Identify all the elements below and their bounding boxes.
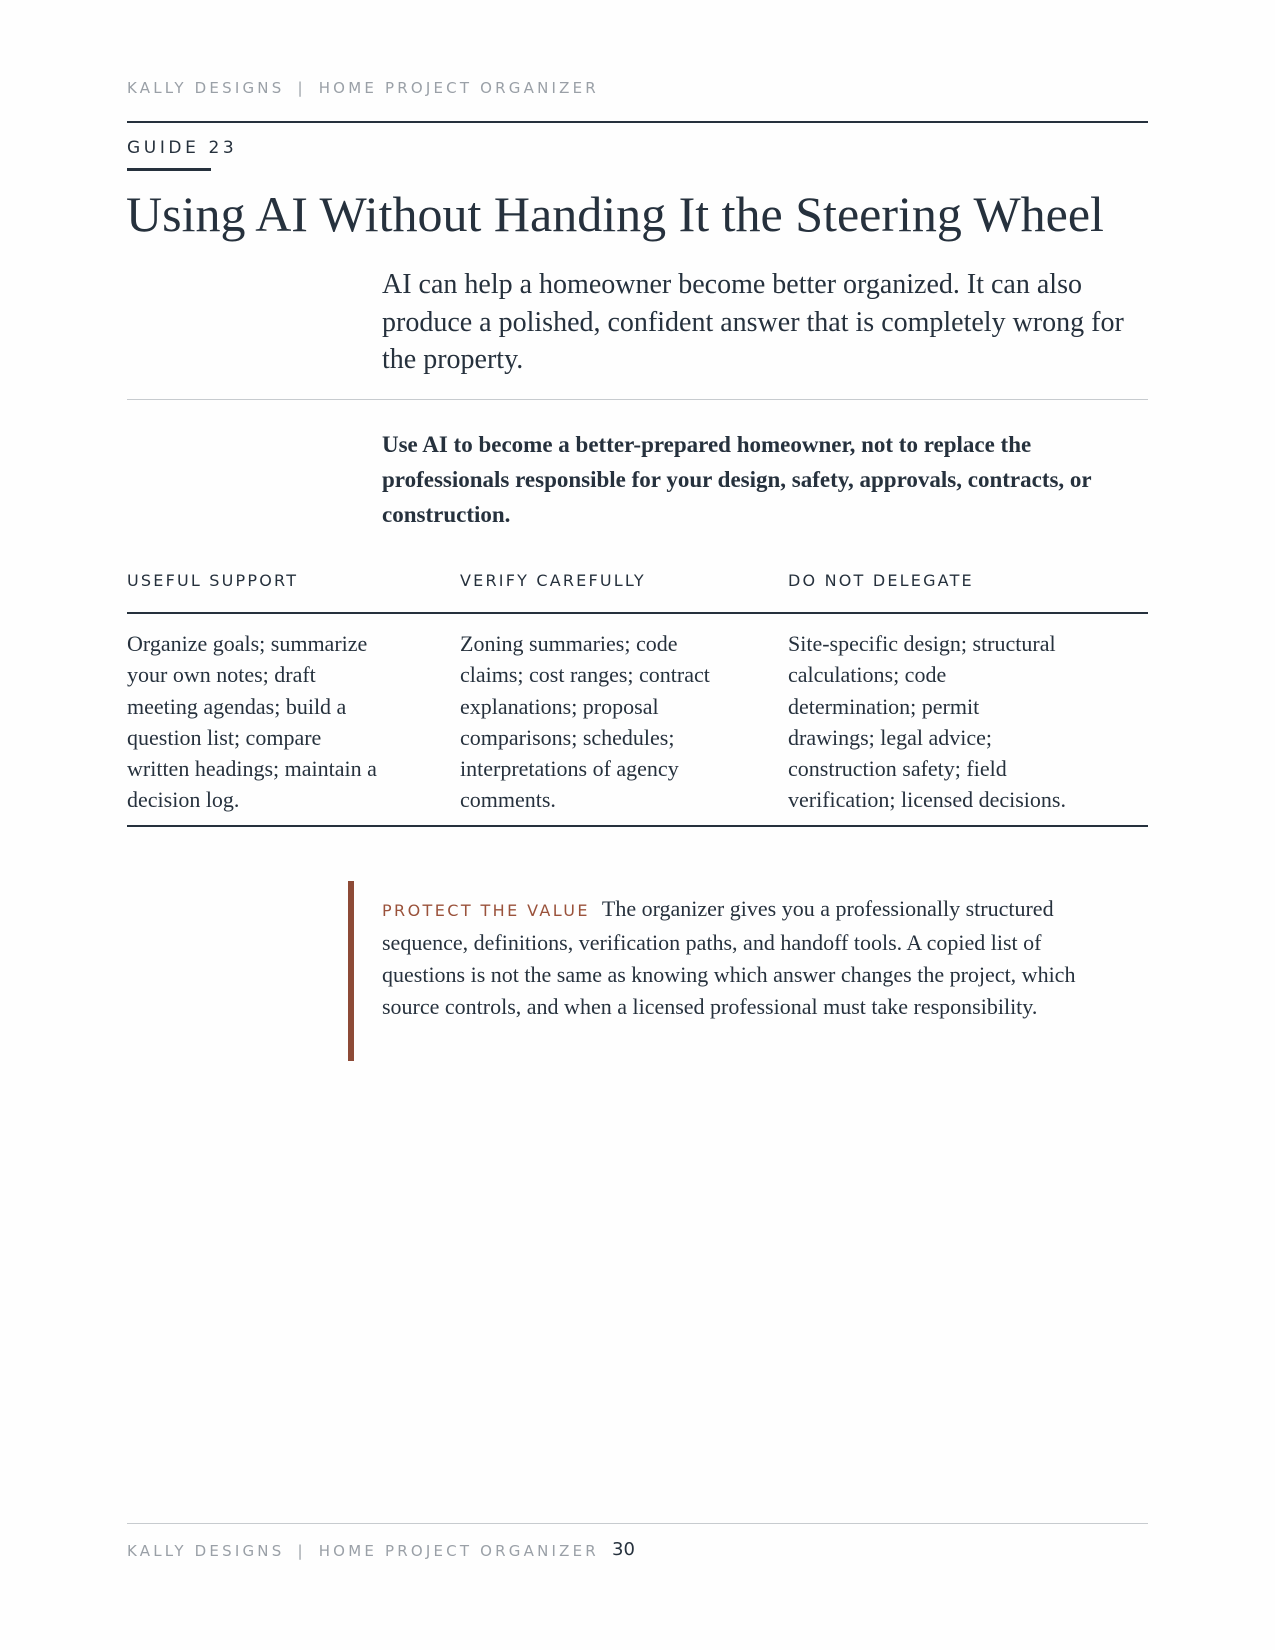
guide-label-underline bbox=[127, 168, 211, 171]
table-cell-line: comparisons; schedules; bbox=[460, 724, 675, 750]
table-cell-line: interpretations of agency bbox=[460, 756, 679, 782]
footer-rule bbox=[127, 1523, 1148, 1524]
footer-separator: | bbox=[297, 1542, 306, 1560]
column-body-do-not-delegate bbox=[788, 628, 1148, 816]
header-separator: | bbox=[297, 79, 306, 97]
table-cell-line: explanations; proposal bbox=[460, 693, 659, 719]
table-cell-line: verification; licensed decisions. bbox=[788, 787, 1066, 813]
page-number: 30 bbox=[612, 1539, 635, 1560]
table-cell-line: question list; compare bbox=[127, 724, 322, 750]
column-body-useful-support bbox=[127, 628, 447, 816]
thesis-statement: Use AI to become a better-prepared homeowner, not to replace the professionals responsible for your design, safety, approvals, contracts, or construction. bbox=[382, 432, 1092, 527]
page-title: Using AI Without Handing It the Steering Wheel bbox=[126, 186, 1104, 242]
section-divider bbox=[127, 399, 1148, 400]
table-cell-line: Site-specific design; structural bbox=[788, 631, 1056, 656]
footer-brand: KALLY DESIGNS bbox=[127, 1542, 285, 1560]
footer-publication: HOME PROJECT ORGANIZER bbox=[318, 1542, 599, 1560]
table-cell-line: written headings; maintain a bbox=[127, 756, 377, 782]
running-header bbox=[127, 79, 599, 97]
callout-accent-bar bbox=[348, 881, 354, 1061]
header-brand: KALLY DESIGNS bbox=[127, 79, 285, 97]
table-cell-line: claims; cost ranges; contract bbox=[460, 662, 710, 688]
table-cell-line: comments. bbox=[460, 787, 556, 813]
table-cell-line: drawings; legal advice; bbox=[788, 724, 993, 750]
column-heading-do-not-delegate: DO NOT DELEGATE bbox=[788, 571, 974, 590]
table-cell-line: your own notes; draft bbox=[127, 662, 316, 688]
header-publication: HOME PROJECT ORGANIZER bbox=[318, 79, 599, 97]
callout-text: The organizer gives you a professionally structured sequence, definitions, verification paths, and handoff tools. A copied list of questions is not the same as knowing which answer changes the project, which source controls, and when a licensed professional must take responsibility. bbox=[382, 896, 1076, 1019]
table-cell-line: construction safety; field bbox=[788, 756, 1007, 782]
column-heading-useful-support: USEFUL SUPPORT bbox=[127, 571, 299, 590]
callout-box bbox=[382, 893, 1102, 1023]
running-footer bbox=[127, 1542, 599, 1560]
column-body-verify-carefully bbox=[460, 628, 780, 816]
table-header-rule bbox=[127, 612, 1148, 614]
table-cell-line: calculations; code bbox=[788, 662, 947, 688]
table-cell-line: Organize goals; summarize bbox=[127, 631, 368, 656]
column-heading-verify-carefully: VERIFY CAREFULLY bbox=[460, 571, 646, 590]
callout-label: PROTECT THE VALUE bbox=[382, 901, 590, 920]
table-cell-line: determination; permit bbox=[788, 693, 980, 719]
lede-paragraph: AI can help a homeowner become better organized. It can also produce a polished, confident answer that is completely wrong for the property. bbox=[382, 269, 1124, 375]
table-cell-line: Zoning summaries; code bbox=[460, 631, 678, 656]
header-rule bbox=[127, 121, 1148, 123]
guide-label: GUIDE 23 bbox=[127, 138, 238, 158]
table-cell-line: meeting agendas; build a bbox=[127, 693, 347, 719]
table-cell-line: decision log. bbox=[127, 787, 240, 813]
table-bottom-rule bbox=[127, 825, 1148, 827]
